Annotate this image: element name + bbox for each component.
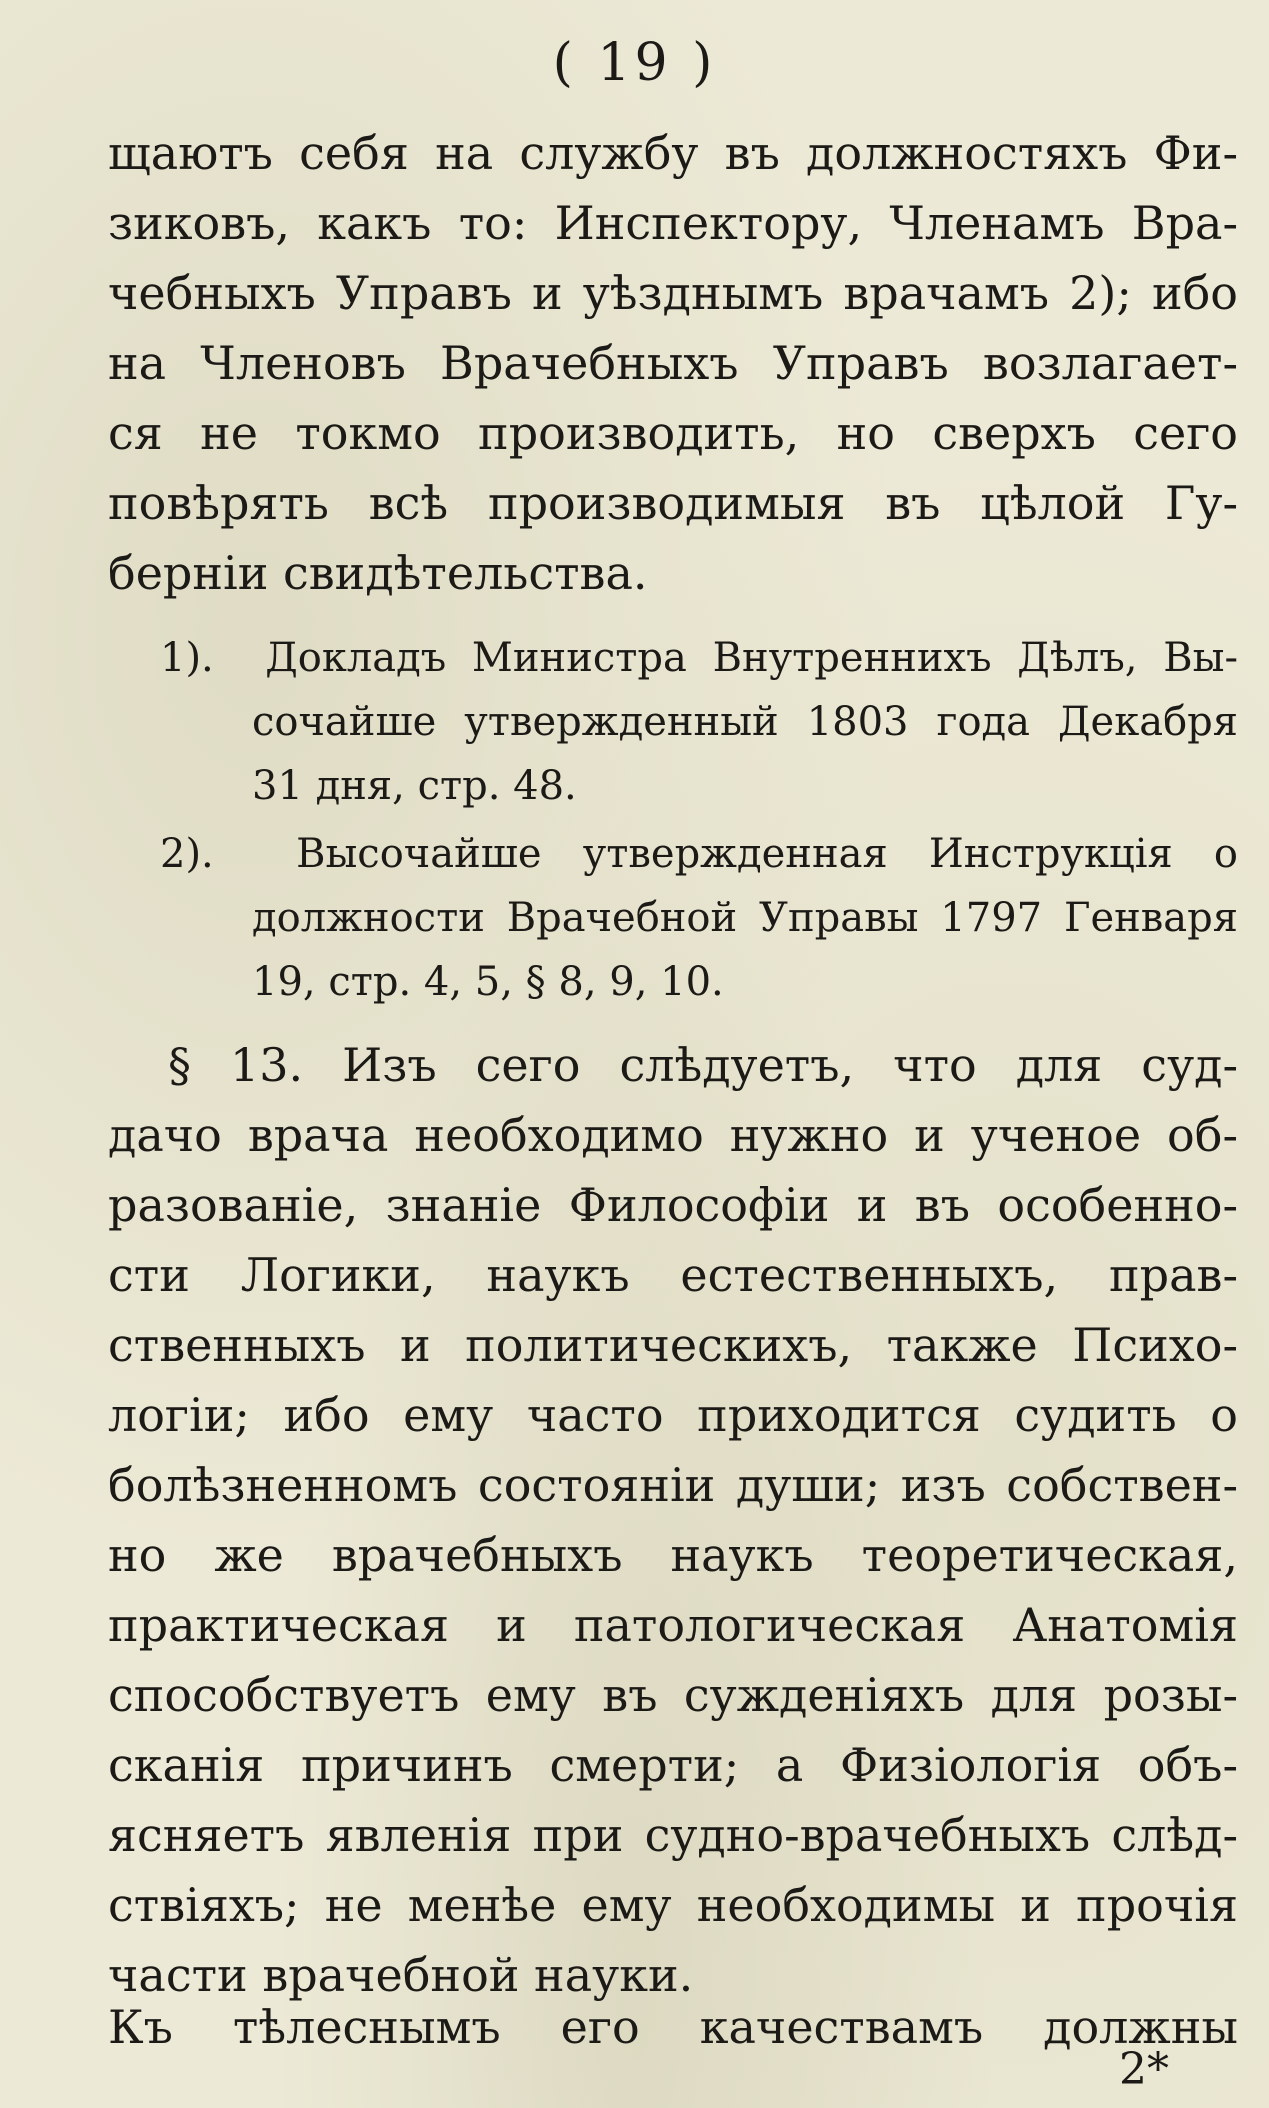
text-line: повѣрять всѣ производимыя въ цѣлой Гу- bbox=[108, 476, 1238, 530]
text-line: ся не токмо производить, но сверхъ сего bbox=[108, 406, 1238, 460]
text-line: логіи; ибо ему часто приходится судить о bbox=[108, 1388, 1238, 1442]
footnote-line: сочайше утвержденный 1803 года Декабря bbox=[252, 699, 1238, 745]
paragraph-3 bbox=[108, 1992, 1238, 2062]
footnote-line: должности Врачебной Управы 1797 Генваря bbox=[252, 895, 1238, 941]
footnote-line bbox=[160, 626, 1238, 690]
paragraph-2 bbox=[108, 1030, 1238, 2010]
text-line: на Членовъ Врачебныхъ Управъ возлагает- bbox=[108, 336, 1238, 390]
page-number: ( 19 ) bbox=[552, 33, 717, 93]
text-line: Къ тѣлеснымъ его качествамъ должны bbox=[108, 2000, 1238, 2054]
text-line: практическая и патологическая Анатомія bbox=[108, 1598, 1238, 1652]
text-line: способствуетъ ему въ сужденіяхъ для розы- bbox=[108, 1668, 1238, 1722]
text-line: берніи свидѣтельства. bbox=[108, 546, 648, 600]
text-line: части врачебной науки. bbox=[108, 1948, 694, 2002]
text-line: болѣзненномъ состояніи души; изъ собствен- bbox=[108, 1458, 1238, 1512]
footnote-line: 31 дня, стр. 48. bbox=[252, 763, 577, 809]
footnote-marker: 2). bbox=[160, 831, 214, 877]
text-line: сти Логики, наукъ естественныхъ, прав- bbox=[108, 1248, 1238, 1302]
footnote-line: 19, стр. 4, 5, § 8, 9, 10. bbox=[252, 959, 724, 1005]
paragraph-1 bbox=[108, 118, 1238, 608]
footnote-1 bbox=[160, 626, 1238, 818]
text-line: щаютъ себя на службу въ должностяхъ Фи- bbox=[108, 126, 1238, 180]
text-line: ствіяхъ; не менѣе ему необходимы и прочія bbox=[108, 1878, 1238, 1932]
text-line: чебныхъ Управъ и уѣзднымъ врачамъ 2); ибо bbox=[108, 266, 1238, 320]
text-line: но же врачебныхъ наукъ теоретическая, bbox=[108, 1528, 1238, 1582]
text-line: зиковъ, какъ то: Инспектору, Членамъ Вра- bbox=[108, 196, 1238, 250]
text-line: ственныхъ и политическихъ, также Психо- bbox=[108, 1318, 1238, 1372]
footnote-text: Докладъ Министра Внутреннихъ Дѣлъ, Вы- bbox=[265, 635, 1238, 681]
text-line: § 13. Изъ сего слѣдуетъ, что для суд- bbox=[168, 1038, 1238, 1092]
footnote-line bbox=[160, 822, 1238, 886]
footnote-2 bbox=[160, 822, 1238, 1014]
text-line: сканія причинъ смерти; а Физіологія объ- bbox=[108, 1738, 1238, 1792]
text-line: ясняетъ явленія при судно-врачебныхъ слѣд- bbox=[108, 1808, 1238, 1862]
footnote-text: Высочайше утвержденная Инструкція о bbox=[296, 831, 1238, 877]
text-line: разованіе, знаніе Философіи и въ особенно- bbox=[108, 1178, 1238, 1232]
footnote-marker: 1). bbox=[160, 635, 214, 681]
signature-mark: 2* bbox=[1119, 2044, 1169, 2095]
text-line: дачо врача необходимо нужно и ученое об- bbox=[108, 1108, 1238, 1162]
